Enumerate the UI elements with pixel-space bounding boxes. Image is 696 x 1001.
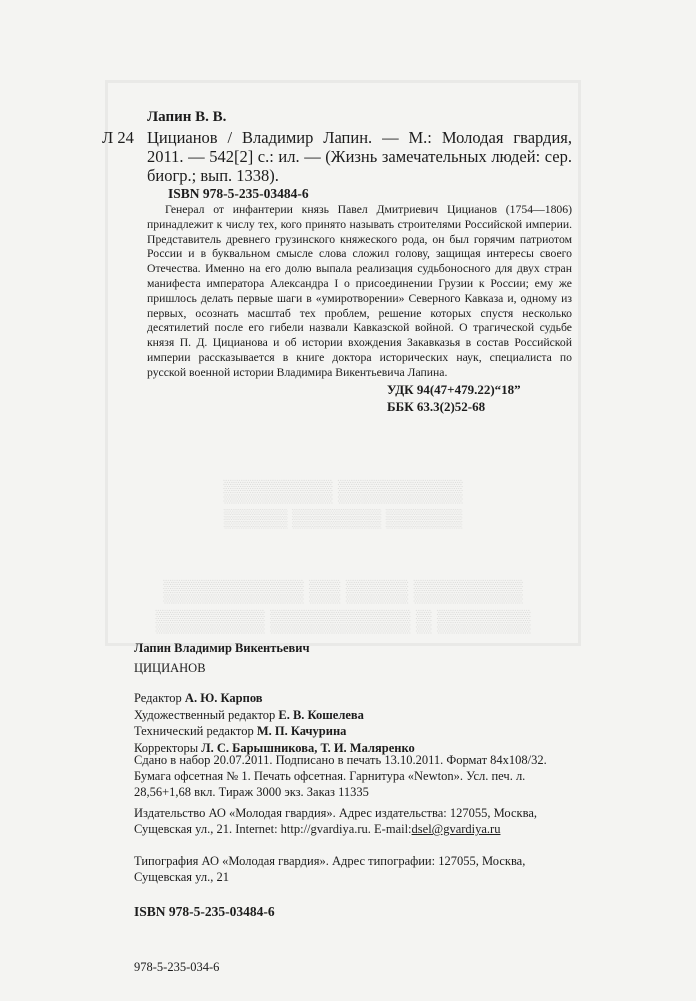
- bibliographic-citation: Цицианов / Владимир Лапин. — М.: Молодая гвардия, 2011. — 542[2] с.: ил. — (Жизнь замечательных людей: сер. биогр.; вып. 1338).: [147, 128, 572, 185]
- bbk-code: ББК 63.3(2)52-68: [387, 399, 486, 414]
- colophon-title: ЦИЦИАНОВ: [134, 661, 206, 675]
- classification-codes: [387, 381, 521, 415]
- barcode-number: 978-5-235-034-6: [134, 960, 220, 974]
- annotation: Генерал от инфантерии князь Павел Дмитриевич Цицианов (1754—1806) принадлежит к числу тех, кого принято называть строителями Российской империи. Представитель древнего грузинского княжеского рода, он был горячим патриотом России и в буквальном смысле слова сложил голову, защищая интересы своего Отечества. Именно на его долю выпала реализация судьбоносного для двух стран манифеста императора Александра I о присоединении Грузии к России; ему же пришлось делать первые шаги в «умиротворении» Северного Кавказа и, одному из первых, осознать масштаб тех проблем, решение которых спустя несколько десятилетий после его гибели назвали Кавказской войной. О трагической судьбе князя П. Д. Цицианова и об истории вхождения Закавказья в состав Российской империи рассказывается в книге доктора исторических наук, специалиста по русской военной истории Владимира Викентьевича Лапина.: [147, 203, 572, 379]
- publisher-info: [134, 805, 574, 837]
- author-heading: Лапин В. В.: [147, 109, 227, 125]
- publisher-text: Издательство АО «Молодая гвардия». Адрес издательства: 127055, Москва, Сущевская ул., 21. Internet: http://gvardiya.ru. E-mail:: [134, 806, 538, 837]
- reverse-side-bleed-through: ▒▒▒▒▒▒▒▒ ▒▒▒▒▒▒▒ ▒▒▒▒▒▒ ▒▒▒▒▒▒▒ ▒▒▒▒▒ ▒▒▒▒▒▒▒ ▒▒▒▒ ▒▒ ▒▒▒▒▒▒▒▒▒ ▒▒▒▒▒▒ ▒ ▒▒▒▒▒▒▒▒▒ ▒▒▒▒▒▒▒: [105, 80, 581, 646]
- printer-info: Типография АО «Молодая гвардия». Адрес типографии: 127055, Москва, Сущевская ул., 21: [134, 854, 526, 885]
- call-number: Л 24: [102, 128, 134, 147]
- staff-line-tech-editor: Технический редактор М. П. Качурина: [134, 724, 347, 738]
- isbn-record: ISBN 978-5-235-03484-6: [168, 186, 309, 201]
- staff-list: [134, 690, 415, 756]
- print-details: Сдано в набор 20.07.2011. Подписано в печать 13.10.2011. Формат 84x108/32. Бумага офсетная № 1. Печать офсетная. Гарнитура «Newton». Усл. печ. л. 28,56+1,68 вкл. Тираж 3000 экз. Заказ 11335: [134, 753, 547, 800]
- udk-code: УДК 94(47+479.22)“18”: [387, 382, 521, 397]
- isbn-colophon: ISBN 978-5-235-03484-6: [134, 904, 275, 919]
- publisher-email: dsel@gvardiya.ru: [411, 822, 501, 837]
- staff-line-proofreaders: Корректоры Л. С. Барышникова, Т. И. Маляренко: [134, 740, 415, 755]
- staff-line-art-editor: Художественный редактор Е. В. Кошелева: [134, 707, 364, 722]
- colophon-author: Лапин Владимир Викентьевич: [134, 641, 310, 655]
- staff-line-editor: Редактор А. Ю. Карпов: [134, 691, 263, 705]
